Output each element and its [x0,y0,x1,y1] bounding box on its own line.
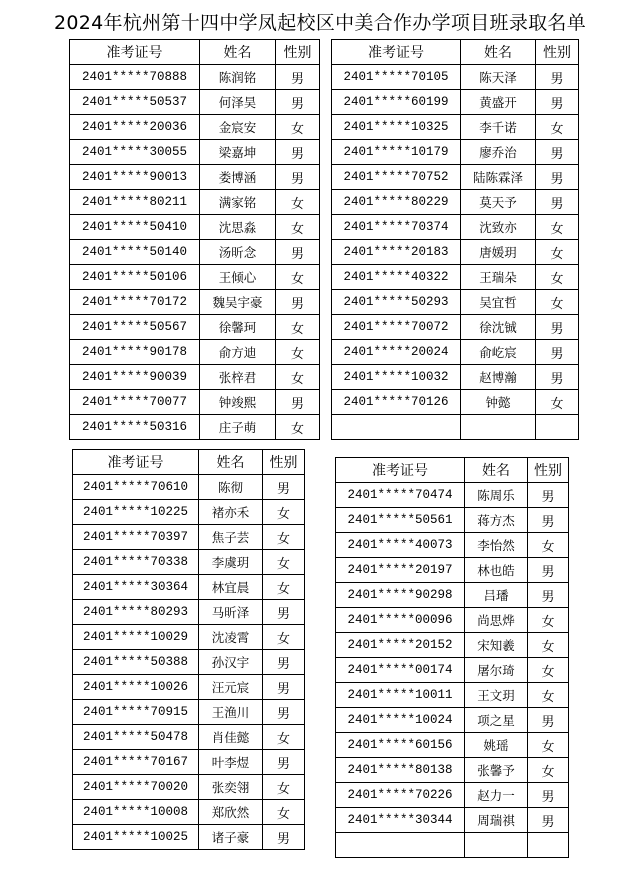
gender-cell: 女 [263,500,305,525]
exam-id-cell: 2401*****20024 [332,340,461,365]
exam-id-cell: 2401*****50561 [336,508,465,533]
student-name-cell: 项之星 [465,708,528,733]
table-row [336,833,569,858]
student-name-cell: 陈天泽 [461,65,536,90]
header-gender: 性别 [263,450,305,475]
exam-id-cell: 2401*****10325 [332,115,461,140]
student-name-cell: 王渔川 [199,700,263,725]
student-name-cell: 郑欣然 [199,800,263,825]
exam-id-cell: 2401*****70915 [73,700,199,725]
exam-id-cell: 2401*****50410 [70,215,200,240]
gender-cell: 女 [263,800,305,825]
gender-cell: 男 [528,508,569,533]
student-name-cell: 马昕泽 [199,600,263,625]
exam-id-cell: 2401*****90178 [70,340,200,365]
gender-cell: 男 [263,750,305,775]
gender-cell: 女 [528,608,569,633]
table-row [73,475,305,500]
student-name-cell: 俞屹宸 [461,340,536,365]
exam-id-cell: 2401*****50478 [73,725,199,750]
student-name-cell: 焦子芸 [199,525,263,550]
table-row [332,215,579,240]
student-name-cell: 陈周乐 [465,483,528,508]
exam-id-cell: 2401*****20197 [336,558,465,583]
table-row [332,165,579,190]
table-row [73,500,305,525]
table-row [73,750,305,775]
table-row [73,525,305,550]
header-name: 姓名 [461,40,536,65]
table-row [70,265,320,290]
table-row [73,550,305,575]
gender-cell: 男 [528,808,569,833]
header-name: 姓名 [200,40,276,65]
admission-table-2 [331,39,579,440]
student-name-cell: 诸子豪 [199,825,263,850]
table-row [336,508,569,533]
gender-cell: 男 [536,315,579,340]
header-exam-id: 准考证号 [73,450,199,475]
student-name-cell: 沈致亦 [461,215,536,240]
exam-id-cell: 2401*****10026 [73,675,199,700]
table-row [70,90,320,115]
table-row [336,583,569,608]
gender-cell: 女 [536,290,579,315]
gender-cell: 女 [276,115,320,140]
exam-id-cell: 2401*****10179 [332,140,461,165]
exam-id-cell: 2401*****80211 [70,190,200,215]
exam-id-cell: 2401*****50106 [70,265,200,290]
table-row [70,365,320,390]
gender-cell: 男 [528,708,569,733]
gender-cell: 男 [536,190,579,215]
exam-id-cell: 2401*****70077 [70,390,200,415]
exam-id-cell [332,415,461,440]
gender-cell: 男 [263,825,305,850]
exam-id-cell: 2401*****70072 [332,315,461,340]
exam-id-cell: 2401*****50388 [73,650,199,675]
gender-cell: 女 [528,733,569,758]
exam-id-cell: 2401*****80138 [336,758,465,783]
exam-id-cell: 2401*****60156 [336,733,465,758]
exam-id-cell: 2401*****70338 [73,550,199,575]
student-name-cell: 黄盛开 [461,90,536,115]
gender-cell [536,415,579,440]
table-row [336,758,569,783]
exam-id-cell: 2401*****10008 [73,800,199,825]
exam-id-cell: 2401*****90013 [70,165,200,190]
exam-id-cell: 2401*****70888 [70,65,200,90]
table-row [332,315,579,340]
exam-id-cell: 2401*****70374 [332,215,461,240]
student-name-cell: 汪元宸 [199,675,263,700]
table-row [336,808,569,833]
gender-cell: 男 [276,240,320,265]
table-row [332,240,579,265]
exam-id-cell: 2401*****80293 [73,600,199,625]
student-name-cell: 尚思烨 [465,608,528,633]
student-name-cell: 李虞玥 [199,550,263,575]
page-title: 2024年杭州第十四中学凤起校区中美合作办学项目班录取名单 [53,12,587,34]
table-row [73,625,305,650]
table-row [336,633,569,658]
student-name-cell: 沈思淼 [200,215,276,240]
table-header-row [70,40,320,65]
exam-id-cell: 2401*****70167 [73,750,199,775]
table-row [332,265,579,290]
student-name-cell: 林宜晨 [199,575,263,600]
table-row [332,415,579,440]
gender-cell: 男 [536,140,579,165]
exam-id-cell: 2401*****40073 [336,533,465,558]
exam-id-cell: 2401*****50293 [332,290,461,315]
exam-id-cell: 2401*****20183 [332,240,461,265]
exam-id-cell: 2401*****70226 [336,783,465,808]
student-name-cell: 娄博涵 [200,165,276,190]
student-name-cell: 吕璠 [465,583,528,608]
header-gender: 性别 [528,458,569,483]
gender-cell: 男 [263,675,305,700]
student-name-cell: 张梓君 [200,365,276,390]
gender-cell: 女 [263,725,305,750]
table-row [332,365,579,390]
student-name-cell: 李怡然 [465,533,528,558]
table-row [70,115,320,140]
exam-id-cell: 2401*****00096 [336,608,465,633]
table-row [332,140,579,165]
student-name-cell: 满家铭 [200,190,276,215]
admission-table-3 [72,449,305,850]
table-row [73,800,305,825]
exam-id-cell: 2401*****90298 [336,583,465,608]
student-name-cell: 张馨予 [465,758,528,783]
gender-cell: 男 [276,140,320,165]
table-row [336,733,569,758]
table-row [336,533,569,558]
exam-id-cell: 2401*****70474 [336,483,465,508]
table-row [332,65,579,90]
gender-cell: 女 [276,365,320,390]
student-name-cell: 廖乔治 [461,140,536,165]
exam-id-cell: 2401*****10024 [336,708,465,733]
gender-cell: 男 [536,365,579,390]
table-row [332,90,579,115]
table-row [70,65,320,90]
gender-cell: 女 [528,683,569,708]
exam-id-cell: 2401*****00174 [336,658,465,683]
admission-table-1 [69,39,320,440]
student-name-cell: 俞方迪 [200,340,276,365]
student-name-cell: 周瑞祺 [465,808,528,833]
table-row [73,825,305,850]
gender-cell: 男 [263,600,305,625]
table-row [73,600,305,625]
exam-id-cell: 2401*****30344 [336,808,465,833]
table-row [73,700,305,725]
exam-id-cell [336,833,465,858]
table-header-row [73,450,305,475]
exam-id-cell: 2401*****20152 [336,633,465,658]
gender-cell: 男 [536,90,579,115]
student-name-cell: 陈润铭 [200,65,276,90]
gender-cell: 男 [536,340,579,365]
student-name-cell [461,415,536,440]
gender-cell: 男 [276,290,320,315]
table-row [332,115,579,140]
student-name-cell: 赵力一 [465,783,528,808]
table-row [336,558,569,583]
table-row [332,390,579,415]
table-row [73,725,305,750]
gender-cell: 女 [536,390,579,415]
table-row [336,783,569,808]
student-name-cell: 金宸安 [200,115,276,140]
table-row [332,290,579,315]
student-name-cell: 庄子萌 [200,415,276,440]
gender-cell: 男 [276,390,320,415]
table-row [70,215,320,240]
header-name: 姓名 [465,458,528,483]
table-row [336,608,569,633]
gender-cell: 女 [276,215,320,240]
exam-id-cell: 2401*****70397 [73,525,199,550]
table-row [332,190,579,215]
student-name-cell: 蒋方杰 [465,508,528,533]
student-name-cell: 梁嘉坤 [200,140,276,165]
exam-id-cell: 2401*****50567 [70,315,200,340]
student-name-cell: 褚亦禾 [199,500,263,525]
student-name-cell: 魏吴宇豪 [200,290,276,315]
exam-id-cell: 2401*****50316 [70,415,200,440]
table-header-row [336,458,569,483]
table-row [70,240,320,265]
gender-cell: 女 [276,315,320,340]
gender-cell: 男 [528,583,569,608]
student-name-cell: 钟竣熙 [200,390,276,415]
gender-cell: 女 [263,625,305,650]
gender-cell: 男 [263,700,305,725]
student-name-cell: 何泽昊 [200,90,276,115]
student-name-cell: 屠尔琦 [465,658,528,683]
exam-id-cell: 2401*****10225 [73,500,199,525]
gender-cell: 女 [263,525,305,550]
student-name-cell: 徐沈铖 [461,315,536,340]
header-exam-id: 准考证号 [332,40,461,65]
table-row [70,140,320,165]
table-row [336,708,569,733]
student-name-cell: 陈彻 [199,475,263,500]
table-header-row [332,40,579,65]
table-row [73,650,305,675]
admission-table-4 [335,457,569,858]
table-row [70,190,320,215]
student-name-cell: 王文玥 [465,683,528,708]
table-row [332,340,579,365]
gender-cell: 女 [263,550,305,575]
gender-cell: 男 [276,65,320,90]
exam-id-cell: 2401*****70126 [332,390,461,415]
gender-cell: 男 [536,65,579,90]
exam-id-cell: 2401*****80229 [332,190,461,215]
gender-cell: 女 [536,240,579,265]
exam-id-cell: 2401*****30364 [73,575,199,600]
exam-id-cell: 2401*****90039 [70,365,200,390]
header-gender: 性别 [536,40,579,65]
gender-cell [528,833,569,858]
exam-id-cell: 2401*****70105 [332,65,461,90]
header-name: 姓名 [199,450,263,475]
exam-id-cell: 2401*****10011 [336,683,465,708]
table-row [70,340,320,365]
table-row [70,390,320,415]
student-name-cell: 沈凌霄 [199,625,263,650]
student-name-cell: 姚瑶 [465,733,528,758]
gender-cell: 男 [276,165,320,190]
gender-cell: 女 [276,415,320,440]
gender-cell: 男 [276,90,320,115]
gender-cell: 女 [263,575,305,600]
table-row [70,290,320,315]
student-name-cell: 汤昕念 [200,240,276,265]
student-name-cell: 肖佳懿 [199,725,263,750]
gender-cell: 女 [263,775,305,800]
header-exam-id: 准考证号 [336,458,465,483]
exam-id-cell: 2401*****40322 [332,265,461,290]
gender-cell: 男 [263,650,305,675]
gender-cell: 女 [528,658,569,683]
student-name-cell: 李千诺 [461,115,536,140]
gender-cell: 女 [536,215,579,240]
exam-id-cell: 2401*****70752 [332,165,461,190]
gender-cell: 女 [276,190,320,215]
student-name-cell: 莫天予 [461,190,536,215]
gender-cell: 男 [528,483,569,508]
gender-cell: 女 [276,340,320,365]
student-name-cell: 钟懿 [461,390,536,415]
table-row [73,775,305,800]
header-gender: 性别 [276,40,320,65]
gender-cell: 女 [536,265,579,290]
exam-id-cell: 2401*****50140 [70,240,200,265]
student-name-cell: 徐馨珂 [200,315,276,340]
exam-id-cell: 2401*****70020 [73,775,199,800]
table-row [73,575,305,600]
gender-cell: 女 [528,758,569,783]
table-row [336,658,569,683]
student-name-cell: 宋知羲 [465,633,528,658]
exam-id-cell: 2401*****10025 [73,825,199,850]
table-row [73,675,305,700]
gender-cell: 女 [276,265,320,290]
exam-id-cell: 2401*****10032 [332,365,461,390]
table-row [70,315,320,340]
exam-id-cell: 2401*****20036 [70,115,200,140]
gender-cell: 女 [536,115,579,140]
student-name-cell: 林也皓 [465,558,528,583]
gender-cell: 男 [528,783,569,808]
student-name-cell: 张奕翎 [199,775,263,800]
student-name-cell: 王瑞朵 [461,265,536,290]
table-row [70,165,320,190]
student-name-cell [465,833,528,858]
student-name-cell: 吴宜哲 [461,290,536,315]
exam-id-cell: 2401*****10029 [73,625,199,650]
exam-id-cell: 2401*****30055 [70,140,200,165]
exam-id-cell: 2401*****50537 [70,90,200,115]
student-name-cell: 王倾心 [200,265,276,290]
table-row [336,683,569,708]
exam-id-cell: 2401*****70610 [73,475,199,500]
exam-id-cell: 2401*****60199 [332,90,461,115]
table-row [336,483,569,508]
table-row [70,415,320,440]
header-exam-id: 准考证号 [70,40,200,65]
student-name-cell: 赵博瀚 [461,365,536,390]
student-name-cell: 叶李煜 [199,750,263,775]
gender-cell: 男 [263,475,305,500]
student-name-cell: 孙汉宇 [199,650,263,675]
exam-id-cell: 2401*****70172 [70,290,200,315]
gender-cell: 女 [528,533,569,558]
student-name-cell: 陆陈霖泽 [461,165,536,190]
gender-cell: 男 [536,165,579,190]
gender-cell: 男 [528,558,569,583]
gender-cell: 女 [528,633,569,658]
student-name-cell: 唐媛玥 [461,240,536,265]
